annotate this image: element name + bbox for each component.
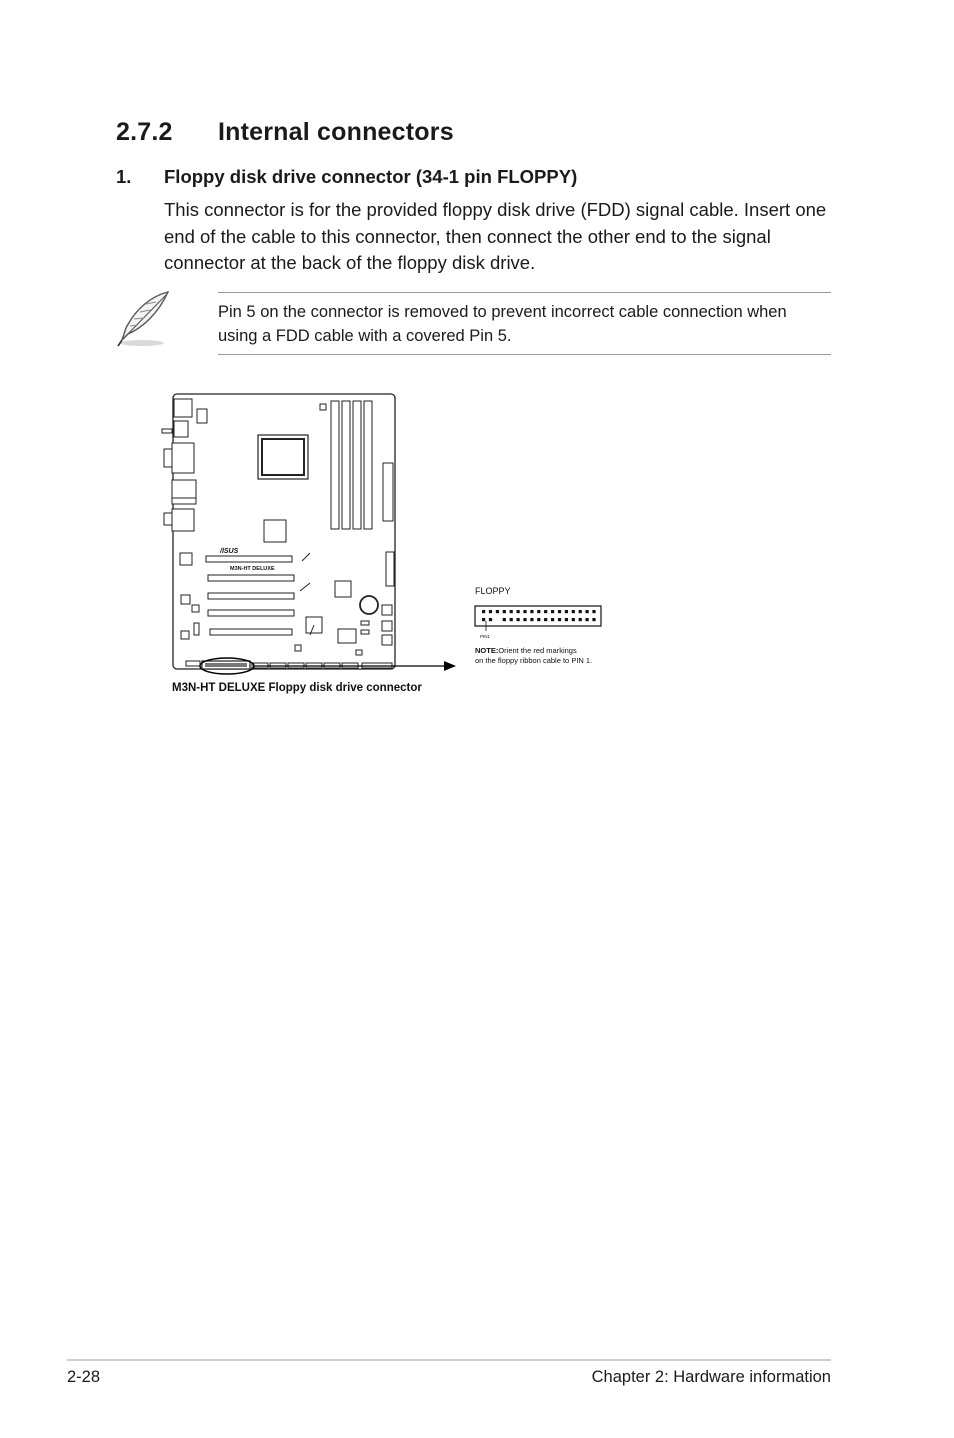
connector-pin (523, 618, 526, 621)
note-bottom-rule (218, 354, 831, 355)
diagram-note-line2: on the floppy ribbon cable to PIN 1. (475, 656, 593, 665)
pointer-arrowhead (444, 661, 456, 671)
board-logo: /ISUS (220, 548, 239, 555)
connector-pin (586, 610, 589, 613)
connector-pin (565, 618, 568, 621)
connector-pin (565, 610, 568, 613)
connector-pin (510, 610, 513, 613)
floppy-connector-diagram (150, 385, 670, 715)
section-number: 2.7.2 (116, 118, 173, 146)
connector-pin (517, 610, 520, 613)
connector-pin (544, 618, 547, 621)
connector-pin (551, 618, 554, 621)
note-top-rule (218, 292, 831, 293)
connector-pin (489, 610, 492, 613)
connector-pin (537, 610, 540, 613)
connector-body (475, 606, 601, 626)
connector-pin (496, 610, 499, 613)
item-title: Floppy disk drive connector (34-1 pin FLOPPY) (164, 166, 578, 187)
connector-pin (523, 610, 526, 613)
page-number: 2-28 (67, 1368, 101, 1386)
diagram-note (475, 646, 577, 655)
connector-pin (572, 618, 575, 621)
feather-pen-icon (112, 288, 176, 352)
connector-label: FLOPPY (475, 586, 511, 596)
connector-pin (482, 618, 485, 621)
pin1-label: PIN1 (480, 634, 491, 639)
connector-pin (489, 618, 492, 621)
item-number: 1. (116, 166, 132, 187)
footer-rule (67, 1359, 831, 1361)
connector-pin (482, 610, 485, 613)
connector-pin (579, 618, 582, 621)
connector-pin (558, 618, 561, 621)
note-text: Pin 5 on the connector is removed to prevent incorrect cable connection when using a FDD cable with a covered Pin 5. (218, 303, 787, 345)
connector-pin (551, 610, 554, 613)
connector-pin (530, 610, 533, 613)
connector-pin (579, 610, 582, 613)
connector-pin (503, 618, 506, 621)
connector-pin (544, 610, 547, 613)
connector-pin (592, 610, 595, 613)
board-model: M3N-HT DELUXE (230, 566, 275, 572)
connector-pin (592, 618, 595, 621)
connector-pin (503, 610, 506, 613)
connector-pin (572, 610, 575, 613)
diagram-caption: M3N-HT DELUXE Floppy disk drive connector (172, 682, 422, 694)
diagram-note-line1: Orient the red markings (498, 646, 577, 655)
connector-pin (586, 618, 589, 621)
connector-pin (530, 618, 533, 621)
item-description: This connector is for the provided floppy disk drive (FDD) signal cable. Insert one end of the cable to this connector, then connect the other end to the signal connector at the back of the floppy disk drive. (164, 199, 827, 273)
diagram-note-label: NOTE: (475, 646, 499, 655)
connector-pin (517, 618, 520, 621)
connector-pin (510, 618, 513, 621)
connector-pin (537, 618, 540, 621)
chapter-title: Chapter 2: Hardware information (591, 1368, 831, 1386)
connector-pin (558, 610, 561, 613)
section-title: Internal connectors (218, 118, 454, 146)
